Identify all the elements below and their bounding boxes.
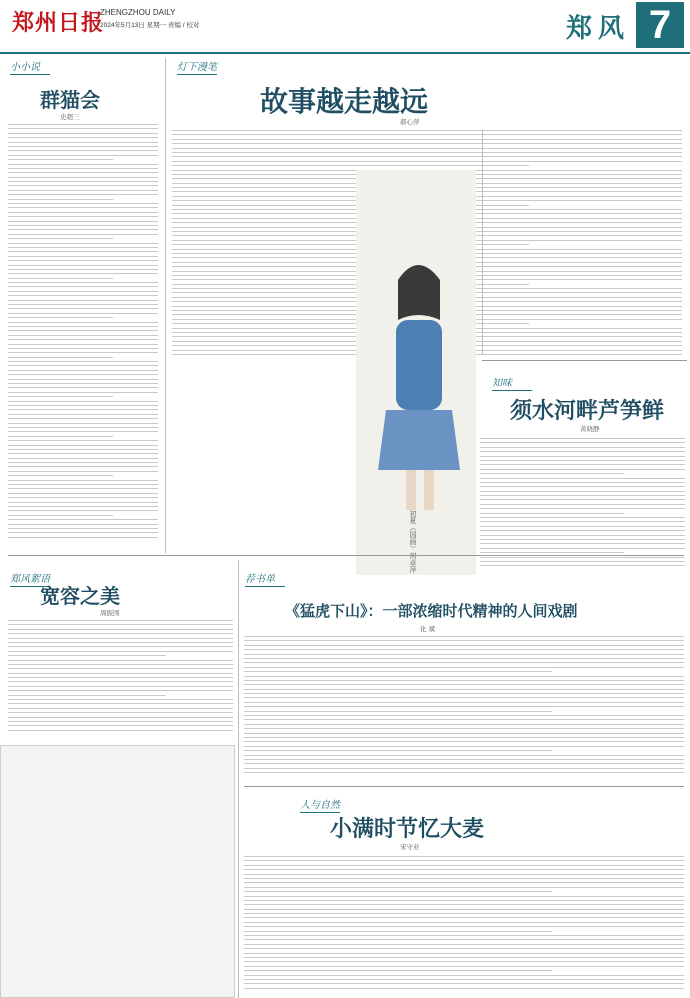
article-title: 《猛虎下山》：一部浓缩时代精神的人间戏剧 <box>285 602 578 620</box>
illustration-caption: 初夏（国画）何卓萍 <box>409 510 417 573</box>
article-byline: 周振国 <box>100 609 120 617</box>
article-title: 须水河畔芦笋鲜 <box>510 398 665 424</box>
text-line <box>244 966 684 967</box>
text-line <box>244 882 684 883</box>
text-line <box>244 733 684 734</box>
text-line <box>244 728 684 729</box>
text-line <box>480 552 624 553</box>
text-line <box>244 953 684 954</box>
text-line <box>8 177 158 178</box>
text-line <box>480 491 685 492</box>
newspaper-logo-en: ZHENGZHOU DAILY <box>100 8 176 17</box>
text-line <box>8 269 158 270</box>
text-line <box>480 478 685 479</box>
text-line <box>480 499 685 500</box>
text-line <box>8 387 158 388</box>
text-line <box>8 655 166 656</box>
text-line <box>8 681 233 682</box>
text-line <box>8 427 158 428</box>
text-line <box>244 957 684 958</box>
text-line <box>8 357 113 358</box>
text-line <box>172 134 682 135</box>
text-line <box>8 703 233 704</box>
text-line <box>8 256 158 257</box>
text-line <box>480 539 685 540</box>
text-line <box>8 181 158 182</box>
text-line <box>8 488 158 489</box>
text-line <box>8 128 158 129</box>
text-line <box>244 988 684 989</box>
text-line <box>8 730 233 731</box>
text-line <box>8 124 158 125</box>
text-line <box>8 677 233 678</box>
text-line <box>244 662 684 663</box>
text-line <box>8 660 233 661</box>
text-line <box>8 265 158 266</box>
text-line <box>244 737 684 738</box>
text-line <box>244 904 684 905</box>
text-line <box>244 649 684 650</box>
text-line <box>244 896 684 897</box>
article-byline: 黄晓静 <box>580 425 600 433</box>
text-line <box>244 645 684 646</box>
text-line <box>8 300 158 301</box>
text-line <box>480 565 685 566</box>
column-divider <box>165 58 166 553</box>
text-line <box>8 185 158 186</box>
text-line <box>8 524 158 525</box>
text-line <box>8 199 113 200</box>
text-line <box>8 344 158 345</box>
text-line <box>8 142 158 143</box>
text-line <box>480 486 685 487</box>
text-line <box>8 440 158 441</box>
text-line <box>8 352 158 353</box>
text-line <box>8 172 158 173</box>
text-line <box>480 530 685 531</box>
text-line <box>8 383 158 384</box>
text-line <box>8 150 158 151</box>
text-line <box>8 133 158 134</box>
text-line <box>244 944 684 945</box>
text-line <box>8 493 158 494</box>
text-line <box>244 693 684 694</box>
text-line <box>8 379 158 380</box>
text-line <box>244 887 684 888</box>
text-line <box>244 654 684 655</box>
text-line <box>244 746 684 747</box>
text-line <box>244 909 684 910</box>
text-line <box>8 216 158 217</box>
text-line <box>480 442 685 443</box>
text-line <box>8 348 158 349</box>
text-line <box>244 667 684 668</box>
text-line <box>8 725 233 726</box>
text-line <box>172 156 682 157</box>
text-line <box>244 636 684 637</box>
text-line <box>244 860 684 861</box>
text-line <box>8 423 158 424</box>
text-line <box>480 473 624 474</box>
text-line <box>244 856 684 857</box>
article-kicker: 荐书单 <box>245 570 285 587</box>
text-line <box>244 948 684 949</box>
text-line <box>244 931 552 932</box>
text-line <box>8 212 158 213</box>
article-body <box>244 636 684 781</box>
text-line <box>8 164 158 165</box>
text-line <box>8 295 158 296</box>
text-line <box>8 414 158 415</box>
text-line <box>8 668 233 669</box>
text-line <box>8 642 233 643</box>
text-line <box>8 330 158 331</box>
text-line <box>480 464 685 465</box>
article-byline: 宋守业 <box>400 843 420 851</box>
text-line <box>480 557 685 558</box>
text-line <box>8 528 158 529</box>
text-line <box>244 983 684 984</box>
text-line <box>8 194 158 195</box>
text-line <box>8 401 158 402</box>
text-line <box>244 869 684 870</box>
text-line <box>480 521 685 522</box>
text-line <box>8 484 158 485</box>
text-line <box>244 913 684 914</box>
text-line <box>8 278 113 279</box>
text-line <box>244 961 684 962</box>
text-line <box>8 308 158 309</box>
article-kicker: 灯下漫笔 <box>177 58 217 75</box>
text-line <box>8 695 166 696</box>
column-divider <box>238 560 239 998</box>
text-line <box>8 646 233 647</box>
text-line <box>480 504 685 505</box>
text-line <box>480 508 685 509</box>
text-line <box>244 702 684 703</box>
text-line <box>8 515 113 516</box>
text-line <box>8 620 233 621</box>
text-line <box>8 673 233 674</box>
text-line <box>8 238 113 239</box>
article-byline: 郝心萍 <box>400 118 420 126</box>
text-line <box>8 664 233 665</box>
text-line <box>8 159 113 160</box>
text-line <box>8 234 158 235</box>
page-number: 7 <box>636 2 684 48</box>
text-line <box>8 510 158 511</box>
text-line <box>244 706 684 707</box>
text-line <box>8 638 233 639</box>
text-line <box>244 772 684 773</box>
text-line <box>8 497 158 498</box>
text-line <box>480 482 685 483</box>
text-line <box>8 519 158 520</box>
text-line <box>8 624 233 625</box>
text-line <box>8 458 158 459</box>
article-byline: 史超三 <box>60 113 80 121</box>
text-line <box>244 719 684 720</box>
article-title: 宽容之美 <box>40 584 120 608</box>
article-byline: 化 斌 <box>420 625 436 633</box>
text-line <box>244 759 684 760</box>
text-line <box>8 445 158 446</box>
text-line <box>8 374 158 375</box>
text-line <box>480 456 685 457</box>
text-line <box>480 517 685 518</box>
text-line <box>8 462 158 463</box>
text-line <box>244 711 552 712</box>
text-line <box>8 502 158 503</box>
text-line <box>8 229 158 230</box>
text-line <box>244 697 684 698</box>
text-line <box>244 900 684 901</box>
article-title: 小满时节忆大麦 <box>330 816 485 842</box>
text-line <box>480 438 685 439</box>
text-line <box>8 717 233 718</box>
text-line <box>8 418 158 419</box>
text-line <box>8 690 233 691</box>
text-line <box>8 409 158 410</box>
text-line <box>8 370 158 371</box>
text-line <box>244 970 552 971</box>
text-line <box>244 874 684 875</box>
text-line <box>8 322 158 323</box>
masthead <box>0 0 690 54</box>
text-line <box>244 935 684 936</box>
text-line <box>244 891 552 892</box>
section-divider <box>482 360 687 361</box>
text-line <box>244 684 684 685</box>
text-line <box>8 721 233 722</box>
text-line <box>8 480 158 481</box>
text-line <box>172 139 682 140</box>
text-line <box>244 926 684 927</box>
article-body <box>244 856 684 994</box>
text-line <box>172 161 682 162</box>
text-line <box>8 392 158 393</box>
section-name: 郑风 <box>565 14 630 44</box>
text-line <box>244 865 684 866</box>
text-line <box>244 680 684 681</box>
text-line <box>8 273 158 274</box>
text-line <box>480 460 685 461</box>
text-line <box>244 763 684 764</box>
text-line <box>8 251 158 252</box>
text-line <box>8 712 233 713</box>
text-line <box>244 768 684 769</box>
text-line <box>8 225 158 226</box>
article-kicker: 小小说 <box>10 58 50 75</box>
text-line <box>244 939 684 940</box>
text-line <box>244 922 684 923</box>
text-line <box>8 146 158 147</box>
text-line <box>8 466 158 467</box>
text-line <box>8 221 158 222</box>
text-line <box>8 686 233 687</box>
text-line <box>8 651 233 652</box>
text-line <box>8 317 113 318</box>
text-line <box>8 203 158 204</box>
text-line <box>244 878 684 879</box>
article-kicker: 郑风絮语 <box>10 570 50 587</box>
text-line <box>480 548 685 549</box>
text-line <box>480 469 685 470</box>
text-line <box>8 247 158 248</box>
text-line <box>8 471 158 472</box>
text-line <box>8 291 158 292</box>
text-line <box>480 535 685 536</box>
text-line <box>8 286 158 287</box>
text-line <box>172 148 682 149</box>
text-line <box>480 495 685 496</box>
text-line <box>8 396 113 397</box>
text-line <box>8 532 158 533</box>
text-line <box>8 361 158 362</box>
text-line <box>8 475 113 476</box>
text-line <box>8 243 158 244</box>
text-line <box>480 526 685 527</box>
text-line <box>8 453 158 454</box>
text-line <box>8 155 158 156</box>
advertisement <box>0 745 235 998</box>
text-line <box>8 365 158 366</box>
section-divider <box>244 786 684 787</box>
text-line <box>244 755 684 756</box>
text-line <box>8 405 158 406</box>
text-line <box>172 130 682 131</box>
text-line <box>8 260 158 261</box>
text-line <box>8 537 158 538</box>
text-line <box>8 335 158 336</box>
text-line <box>480 543 685 544</box>
text-line <box>8 304 158 305</box>
text-line <box>8 313 158 314</box>
text-line <box>244 741 684 742</box>
text-line <box>8 449 158 450</box>
text-line <box>244 975 684 976</box>
article-kicker: 知味 <box>492 374 532 391</box>
text-line <box>8 708 233 709</box>
text-line <box>8 633 233 634</box>
text-line <box>244 917 684 918</box>
dateline: 2024年5月13日 星期一 责编 / 校对 <box>100 22 200 29</box>
text-line <box>8 326 158 327</box>
text-line <box>480 451 685 452</box>
text-line <box>480 447 685 448</box>
text-line <box>8 339 158 340</box>
text-line <box>8 436 113 437</box>
section-divider <box>8 555 684 556</box>
text-line <box>244 689 684 690</box>
text-line <box>172 143 682 144</box>
text-line <box>244 676 684 677</box>
text-line <box>8 506 158 507</box>
text-line <box>244 671 552 672</box>
text-line <box>172 152 682 153</box>
text-line <box>8 431 158 432</box>
text-line <box>8 137 158 138</box>
text-line <box>480 561 685 562</box>
text-line <box>244 715 684 716</box>
column-divider <box>482 130 483 355</box>
text-line <box>8 282 158 283</box>
article-title: 群猫会 <box>40 88 100 112</box>
text-line <box>244 750 552 751</box>
text-line <box>244 979 684 980</box>
article-title: 故事越走越远 <box>260 85 429 118</box>
text-line <box>8 168 158 169</box>
text-line <box>244 724 684 725</box>
text-line <box>244 640 684 641</box>
text-line <box>480 513 624 514</box>
article-kicker: 人与自然 <box>300 796 340 813</box>
text-line <box>8 629 233 630</box>
text-line <box>244 658 684 659</box>
article-body <box>8 620 233 738</box>
text-line <box>8 190 158 191</box>
text-line <box>8 699 233 700</box>
text-line <box>172 165 529 166</box>
article-body <box>8 124 158 544</box>
newspaper-logo: 郑州日报 <box>12 10 105 36</box>
text-line <box>8 207 158 208</box>
article-body <box>480 438 685 573</box>
